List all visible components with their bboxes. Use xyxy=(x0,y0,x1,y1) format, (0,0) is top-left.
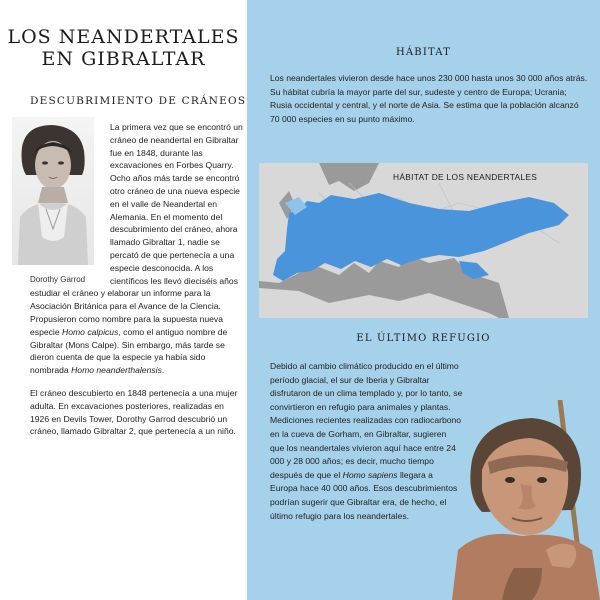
title-line-1: LOS NEANDERTALES xyxy=(7,26,240,48)
europe-map xyxy=(259,163,588,318)
section-heading-craneos: DESCUBRIMIENTO DE CRÁNEOS xyxy=(30,95,247,107)
section-heading-habitat: HÁBITAT xyxy=(395,47,452,58)
neanderthal-illustration xyxy=(442,400,600,600)
refugio-text: Debido al cambio climático producido en el último período glacial, el sur de Iberia y Gibraltar disfrutaron de un clima templado y, por lo tanto, se convirtieron en refugio para animales y plantas. Mediciones recientes realizadas con radiocarbono en la cueva de Gorham, en Gibraltar, sugieren que los neandertales vivieron aquí hace entre 24 000 y 28 000 años; es decir, mucho tiempo después de que el Homo sapiens llegara a Europa hace 40 000 años. Esos descubrimientos podrían sugerir que Gibraltar era, de hecho, el último refugio para los neandertales. xyxy=(270,361,463,521)
craneos-paragraph-2: El cráneo descubierto en 1848 pertenecía a una mujer adulta. En excavaciones posteriores, realizadas en 1926 en Devils Tower, Dorothy Garrod descubrió un cráneo, llamado Gibraltar 2, que pertenecía a un niño. xyxy=(30,387,238,437)
section-heading-refugio: EL ÚLTIMO REFUGIO xyxy=(356,333,491,344)
photo-caption: Dorothy Garrod xyxy=(30,275,86,284)
species-name: Homo neanderthalensis xyxy=(71,365,162,376)
right-panel xyxy=(247,0,600,600)
title-line-2: EN GIBRALTAR xyxy=(41,48,206,70)
habitat-text: Los neandertales vivieron desde hace unos 230 000 hasta unos 30 000 años atrás. Su hábitat cubría la mayor parte del sur, sudeste y centro de Europa; Ucrania; Rusia occidental y central, y el norte de Asia. Se estima que la población alcanzó 70 000 especies en su punto máximo. xyxy=(270,73,588,124)
species-name: Homo calpicus xyxy=(62,326,119,337)
craneos-paragraph-1: La primera vez que se encontró un cráneo de neandertal en Gibraltar fue en 1848, durante las excavaciones en Forbes Quarry. Ocho años más tarde se encontró otro cráneo de una nueva especie en el valle de Neandertal en Alemania. En el momento del descubrimiento del cráneo, ahora llamado Gibraltar 1, nadie se percató de que pertenecía a una especie desconocida. A los científicos les llevó dieciséis años estudiar el cráneo y elaborar un informe para la Asociación Británica para el Avance de la Ciencia. Propusieron como nombre para la supuesta nueva especie Homo calpicus, como el antiguo nombre de Gibraltar (Mons Calpe). Sin embargo, más tarde se dieron cuenta de que la especie ya había sido nombrada Homo neanderthalensis. xyxy=(30,122,243,376)
left-column xyxy=(0,0,247,600)
species-name: Homo sapiens xyxy=(342,469,398,480)
craneos-text xyxy=(30,121,245,448)
page-title xyxy=(0,26,247,70)
map-title: HÁBITAT DE LOS NEANDERTALES xyxy=(393,172,538,182)
